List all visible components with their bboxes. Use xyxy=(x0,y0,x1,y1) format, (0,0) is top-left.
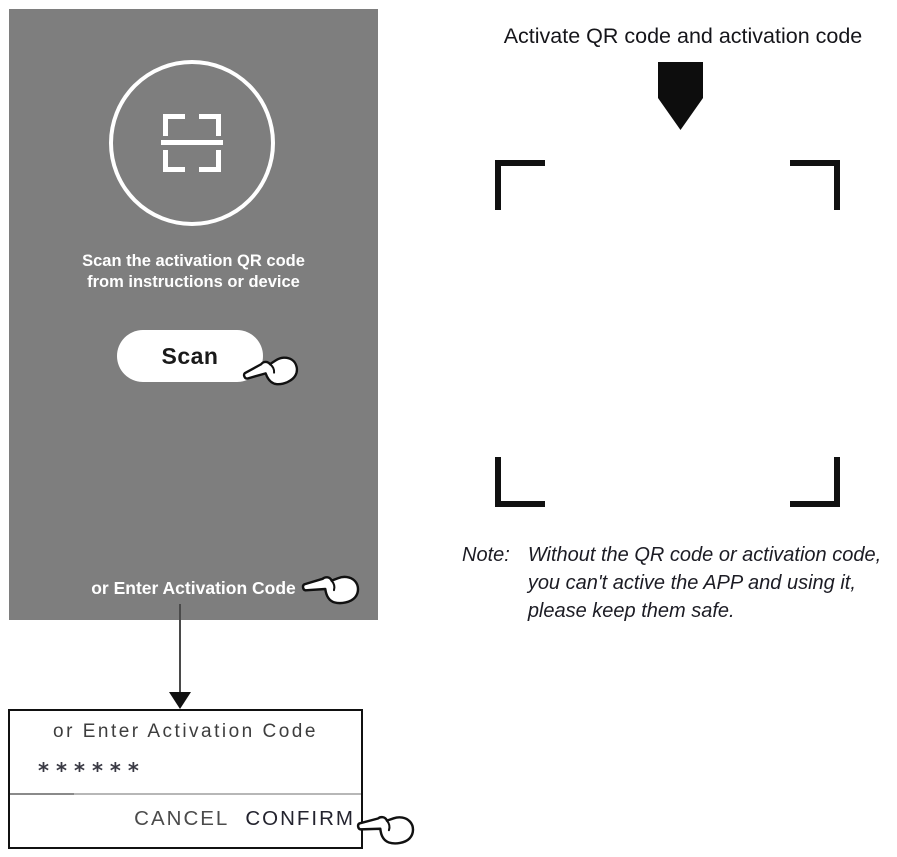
confirm-button[interactable]: CONFIRM xyxy=(245,807,355,830)
input-underline xyxy=(10,793,361,795)
frame-corner-bl-icon xyxy=(495,457,545,507)
note-line-1: Without the QR code or activation code, xyxy=(527,544,882,566)
qr-code-frame xyxy=(495,160,840,507)
section-title: Activate QR code and activation code xyxy=(503,24,863,48)
scan-button[interactable]: Scan xyxy=(117,330,263,382)
flow-arrow-head-icon xyxy=(169,692,191,709)
qr-icon-corner-tl xyxy=(163,114,185,136)
down-arrow-icon xyxy=(658,62,703,130)
qr-scan-icon xyxy=(163,114,221,172)
frame-corner-tl-icon xyxy=(495,160,545,210)
note-label: Note: xyxy=(462,544,510,566)
dialog-actions xyxy=(134,807,355,831)
app-scan-screen xyxy=(9,9,378,620)
frame-corner-tr-icon xyxy=(790,160,840,210)
scan-caption-line1: Scan the activation QR code xyxy=(82,252,305,270)
qr-icon-corner-br xyxy=(199,150,221,172)
activation-code-input[interactable]: ****** xyxy=(38,759,146,783)
dialog-title: or Enter Activation Code xyxy=(53,721,318,742)
note-line-3: please keep them safe. xyxy=(527,600,735,622)
activation-code-dialog xyxy=(8,709,363,849)
scan-caption-line2: from instructions or device xyxy=(87,273,300,291)
frame-corner-br-icon xyxy=(790,457,840,507)
cancel-button[interactable]: CANCEL xyxy=(134,807,230,830)
note-text xyxy=(528,541,894,625)
scan-circle xyxy=(109,60,275,226)
input-underline-accent xyxy=(10,793,74,795)
qr-icon-corner-bl xyxy=(163,150,185,172)
qr-icon-scanline xyxy=(161,140,223,145)
pointer-hand-icon-confirm xyxy=(354,803,420,855)
scan-caption xyxy=(9,251,378,293)
flow-arrow-line xyxy=(179,604,181,693)
qr-icon-corner-tr xyxy=(199,114,221,136)
note-line-2: you can't active the APP and using it, xyxy=(527,572,856,594)
enter-activation-code-link[interactable]: or Enter Activation Code xyxy=(91,578,296,598)
note-block xyxy=(462,541,894,625)
